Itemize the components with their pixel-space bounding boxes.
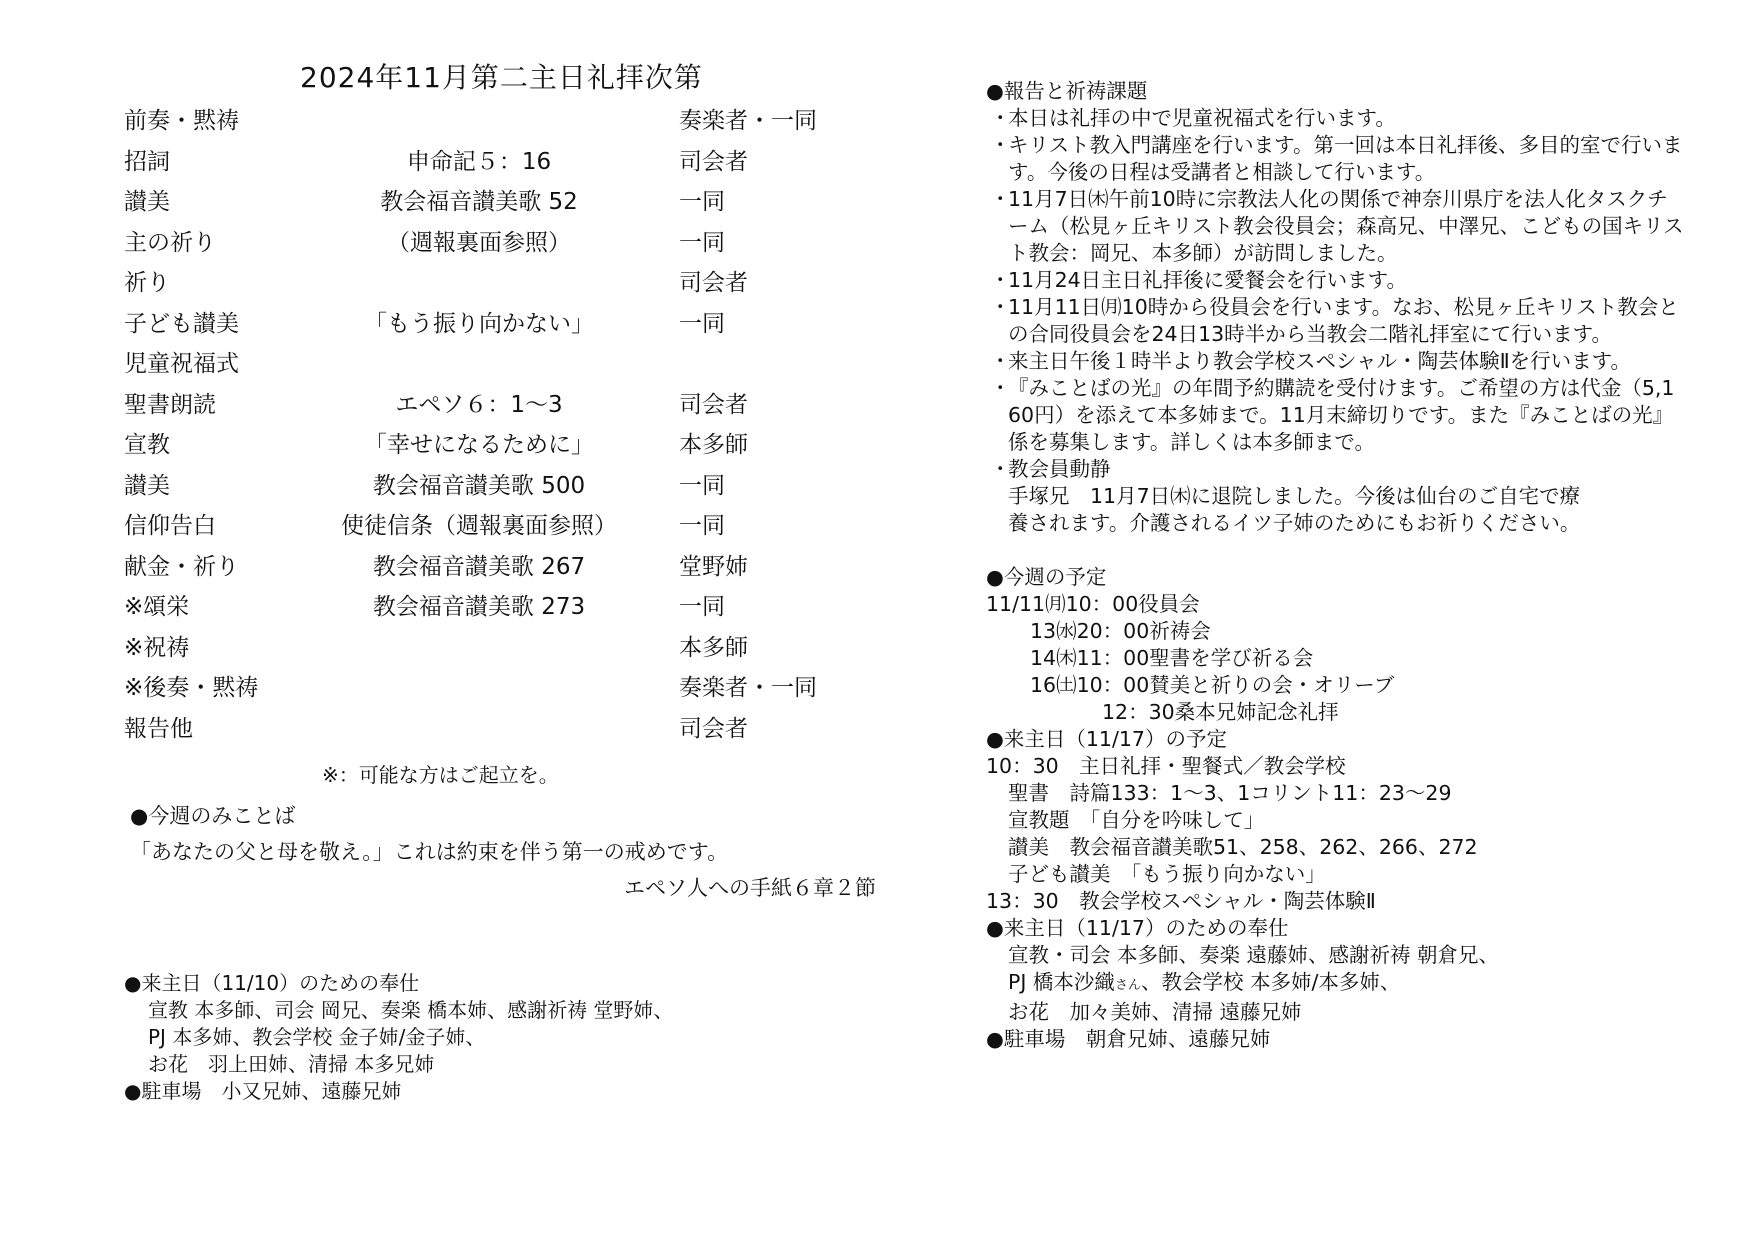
next-sunday-line: 子ども讃美 「もう振り向かない」 <box>1008 862 1326 886</box>
bullet-mark: ・ <box>990 268 1011 292</box>
order-row <box>124 386 884 427</box>
schedule-line: 14㈭11：00聖書を学び祈る会 <box>1030 646 1314 670</box>
order-content: 「幸せになるために」 <box>364 432 594 458</box>
next-sunday-line: 宣教題 「自分を吟味して」 <box>1008 808 1265 832</box>
order-leader: 一同 <box>679 472 725 499</box>
order-item: 宣教 <box>124 432 170 458</box>
member-news-heading: 教会員動静 <box>1008 457 1111 481</box>
report-text: キリスト教入門講座を行います。第一回は本日礼拝後、多目的室で行います。今後の日程は受講者と相談して行います。 <box>1008 133 1683 184</box>
order-leader: 一同 <box>679 189 725 215</box>
order-row <box>124 143 884 184</box>
report-item <box>986 105 1686 132</box>
order-row <box>124 629 884 670</box>
order-item: 信仰告白 <box>124 513 216 539</box>
next-sunday-heading: ●来主日（11/17）の予定 <box>986 727 1227 751</box>
order-row <box>124 507 884 548</box>
next-sunday-line: 讃美 教会福音讃美歌51、258、262、266、272 <box>1008 835 1478 859</box>
service-line: お花 羽上田姉、清掃 本多兄姉 <box>148 1052 435 1076</box>
order-title: 2024年11月第二主日礼拝次第 <box>300 61 703 94</box>
order-leader: 本多師 <box>679 634 748 661</box>
order-content: エペソ６：1〜3 <box>395 391 563 418</box>
bullet-mark: ・ <box>990 295 1011 319</box>
report-item <box>986 186 1686 267</box>
order-row <box>124 588 884 629</box>
service-line <box>986 969 1686 999</box>
bullet-mark: ・ <box>990 133 1011 157</box>
report-item <box>986 456 1686 483</box>
order-row <box>124 710 884 751</box>
next-sunday-service-time: 10：30 主日礼拝・聖餐式／教会学校 <box>986 754 1346 778</box>
order-row <box>124 224 884 265</box>
bullet-mark: ・ <box>990 187 1011 211</box>
order-content: 教会福音讃美歌 273 <box>372 594 586 620</box>
order-of-service <box>124 102 884 750</box>
order-content: 教会福音讃美歌 267 <box>372 553 586 580</box>
member-news-line: 手塚兄 11月7日㈭に退院しました。今後は仙台のご自宅で療 <box>1008 484 1581 508</box>
right-column <box>986 78 1686 1053</box>
report-item <box>986 267 1686 294</box>
parking-line: ●駐車場 朝倉兄姉、遠藤兄姉 <box>986 1027 1271 1051</box>
schedule-line: 13㈬20：00祈祷会 <box>1030 619 1211 643</box>
order-item: 讃美 <box>124 472 170 499</box>
service-line-part: PJ 橋本沙織 <box>1008 970 1115 994</box>
order-item: 前奏・黙祷 <box>124 108 239 134</box>
order-leader: 堂野姉 <box>679 553 748 580</box>
order-leader: 一同 <box>679 513 725 539</box>
next-sunday-afternoon: 13：30 教会学校スペシャル・陶芸体験Ⅱ <box>986 889 1376 913</box>
order-item: 子ども讃美 <box>124 310 239 337</box>
schedule-line: 11/11㈪10：00役員会 <box>986 592 1200 616</box>
order-content: 教会福音讃美歌 500 <box>372 472 586 499</box>
order-leader: 一同 <box>679 594 725 620</box>
bullet-mark: ・ <box>990 349 1011 373</box>
order-leader: 司会者 <box>679 148 748 175</box>
order-leader: 司会者 <box>679 391 748 418</box>
report-item <box>986 294 1686 348</box>
order-item: 祈り <box>124 270 170 296</box>
bullet-mark: ・ <box>990 457 1011 481</box>
report-item <box>986 375 1686 456</box>
order-row <box>124 183 884 224</box>
report-text: 11月7日㈭午前10時に宗教法人化の関係で神奈川県庁を法人化タスクチーム（松見ヶ丘キリスト教会役員会；森高兄、中澤兄、こどもの国キリスト教会：岡兄、本多師）が訪問しました。 <box>1008 187 1684 265</box>
spacer <box>986 537 1686 564</box>
order-row <box>124 264 884 305</box>
order-item: ※後奏・黙祷 <box>124 675 259 701</box>
order-leader: 奏楽者・一同 <box>679 108 817 134</box>
order-item: 招詞 <box>124 148 170 175</box>
order-content: 教会福音讃美歌 52 <box>380 189 578 215</box>
standing-note: ※：可能な方はご起立を。 <box>322 763 559 787</box>
report-text: 11月11日㈪10時から役員会を行います。なお、松見ヶ丘キリスト教会との合同役員会を24日13時半から当教会二階礼拝室にて行います。 <box>1008 295 1679 346</box>
weekly-word-reference: エペソ人への手紙６章２節 <box>624 876 876 900</box>
bullet-mark: ・ <box>990 376 1011 400</box>
service-roster-1117-heading: ●来主日（11/17）のための奉仕 <box>986 916 1289 940</box>
order-item: 主の祈り <box>124 229 216 256</box>
order-leader: 一同 <box>679 310 725 337</box>
report-text: 来主日午後１時半より教会学校スペシャル・陶芸体験Ⅱを行います。 <box>1008 349 1632 373</box>
order-row <box>124 426 884 467</box>
bullet-mark: ・ <box>990 106 1011 130</box>
report-text: 本日は礼拝の中で児童祝福式を行います。 <box>1008 106 1396 130</box>
order-item: 讃美 <box>124 189 170 215</box>
schedule-line: 12：30桑本兄姉記念礼拝 <box>1102 700 1339 724</box>
order-item: 報告他 <box>124 715 193 742</box>
report-text: 『みことばの光』の年間予約購読を受付けます。ご希望の方は代金（5,160円）を添えて本多姉まで。11月末締切りです。また『みことばの光』係を募集します。詳しくは本多師まで。 <box>1008 376 1675 454</box>
order-leader: 本多師 <box>679 432 748 458</box>
service-line: お花 加々美姉、清掃 遠藤兄姉 <box>1008 1000 1302 1024</box>
service-line: 宣教・司会 本多師、奏楽 遠藤姉、感謝祈祷 朝倉兄、 <box>1008 943 1500 967</box>
order-content: 「もう振り向かない」 <box>364 310 594 337</box>
order-leader: 奏楽者・一同 <box>679 675 817 701</box>
report-text: 11月24日主日礼拝後に愛餐会を行います。 <box>1008 268 1408 292</box>
service-roster-1110 <box>124 970 673 1105</box>
schedule-heading: ●今週の予定 <box>986 565 1107 589</box>
weekly-word-text: 「あなたの父と母を敬え。」これは約束を伴う第一の戒めです。 <box>130 840 729 864</box>
order-item: ※頌栄 <box>124 594 190 620</box>
honorific-suffix: さん <box>1114 978 1141 993</box>
order-content: 使徒信条（週報裏面参照） <box>341 513 617 539</box>
order-item: 児童祝福式 <box>124 351 239 377</box>
order-leader: 司会者 <box>679 270 748 296</box>
order-content: （週報裏面参照） <box>387 229 571 256</box>
service-line: 宣教 本多師、司会 岡兄、奏楽 橋本姉、感謝祈祷 堂野姉、 <box>148 998 674 1022</box>
order-leader: 司会者 <box>679 715 748 742</box>
parking-line: ●駐車場 小又兄姉、遠藤兄姉 <box>124 1079 402 1103</box>
order-item: 聖書朗読 <box>124 391 216 418</box>
service-line-part: 、教会学校 本多姉/本多姉、 <box>1140 970 1401 994</box>
member-news-line: 養されます。介護されるイツ子姉のためにもお祈りください。 <box>1008 511 1581 535</box>
order-row <box>124 669 884 710</box>
order-row <box>124 548 884 589</box>
next-sunday-line: 聖書 詩篇133：1〜3、1コリント11：23〜29 <box>1008 781 1452 805</box>
reports-heading: ●報告と祈祷課題 <box>986 79 1148 103</box>
report-item <box>986 132 1686 186</box>
order-row <box>124 345 884 386</box>
order-row <box>124 305 884 346</box>
service-heading: ●来主日（11/10）のための奉仕 <box>124 971 420 995</box>
report-item <box>986 348 1686 375</box>
order-item: ※祝祷 <box>124 634 190 661</box>
order-row <box>124 102 884 143</box>
order-item: 献金・祈り <box>124 553 239 580</box>
weekly-word-heading: ●今週のみことば <box>130 804 296 828</box>
order-leader: 一同 <box>679 229 725 256</box>
order-content: 申命記５：16 <box>406 148 552 175</box>
service-line: PJ 本多姉、教会学校 金子姉/金子姉、 <box>148 1025 486 1049</box>
order-row <box>124 467 884 508</box>
schedule-line: 16㈯10：00賛美と祈りの会・オリーブ <box>1030 673 1395 697</box>
